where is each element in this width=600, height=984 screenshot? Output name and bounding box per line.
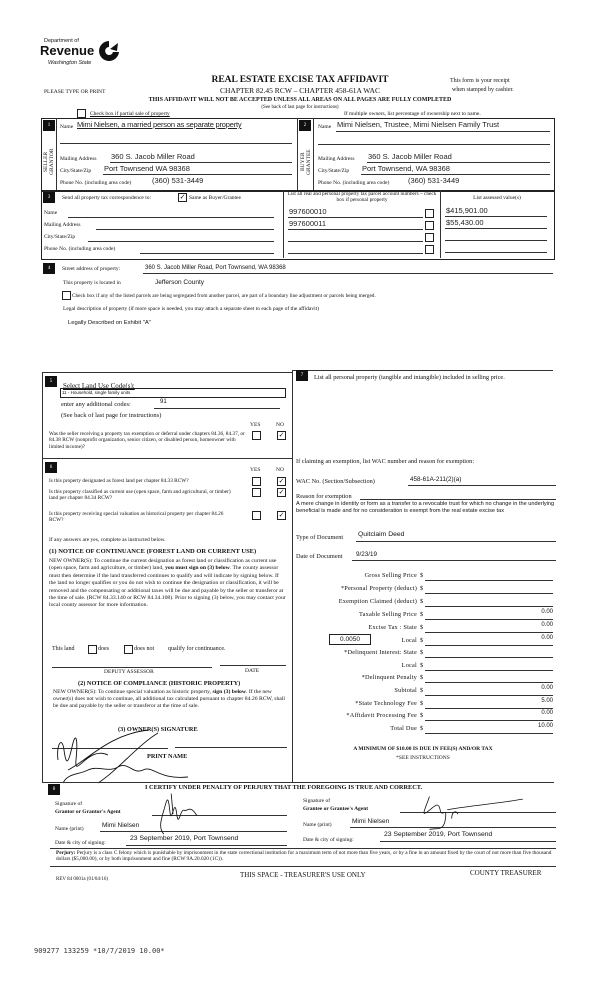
street-label: Street address of property: bbox=[62, 266, 121, 272]
grantee-date-field[interactable]: 23 September 2019, Port Townsend bbox=[384, 831, 493, 838]
currency-sign: $ bbox=[420, 712, 424, 719]
currency-sign: $ bbox=[420, 637, 424, 644]
deputy-assessor-signature-line[interactable] bbox=[52, 667, 212, 668]
grantee-signature-scribble bbox=[395, 792, 535, 832]
notice2-bold: sign (3) below bbox=[212, 689, 246, 695]
legal-description-label: Legal description of property (if more space is needed, you may attach a separate sheet to each page of the affidavit) bbox=[63, 306, 319, 312]
parcel-number[interactable] bbox=[288, 241, 423, 242]
tax-row-value[interactable]: 0.00 bbox=[541, 635, 553, 641]
same-as-buyer-checkbox[interactable]: ✓ bbox=[179, 193, 186, 201]
tax-row-label: Subtotal bbox=[394, 687, 417, 694]
perjury-notice bbox=[56, 850, 556, 863]
see-instructions-note: *SEE INSTRUCTIONS bbox=[396, 755, 450, 761]
currency-sign: $ bbox=[420, 572, 424, 579]
wac-field[interactable]: 458-61A-211(2)(a) bbox=[410, 476, 462, 483]
personal-property-checkbox[interactable] bbox=[425, 233, 434, 242]
tax-row-label: Total Due bbox=[390, 725, 417, 732]
parcel-number[interactable]: 997600011 bbox=[289, 219, 326, 228]
doc-date-field[interactable]: 9/23/19 bbox=[356, 551, 378, 558]
notice1-bold: you must sign on (3) below bbox=[165, 565, 230, 572]
currency-sign: $ bbox=[420, 725, 424, 732]
section-number-4: 4 bbox=[43, 263, 55, 274]
section-number-3: 3 bbox=[43, 192, 55, 203]
does-not-qualify-checkbox[interactable] bbox=[124, 645, 133, 654]
type-or-print: PLEASE TYPE OR PRINT bbox=[44, 89, 106, 95]
currency-sign: $ bbox=[420, 598, 424, 605]
exemption-intro: If claiming an exemption, list WAC number and reason for exemption: bbox=[296, 458, 475, 465]
yes-header: YES bbox=[250, 467, 261, 473]
personal-property-checkbox[interactable] bbox=[425, 245, 434, 254]
current-use-question: Is this property classified as current use (open space, farm and agricultural, or timber) land per chapter 84.34 RCW? bbox=[49, 489, 231, 502]
minimum-due-note: A MINIMUM OF $10.00 IS DUE IN FEE(S) AND/OR TAX bbox=[353, 746, 493, 752]
exemption-question: Was the seller receiving a property tax exemption or deferral under chapters 84.36, 84.37, or 84.38 RCW (nonprofit organization, senior citizen, or disabled person, homeowner with limited income)? bbox=[49, 431, 245, 450]
form-title: REAL ESTATE EXCISE TAX AFFIDAVIT bbox=[211, 75, 389, 85]
forest-land-question: Is this property designated as forest land per chapter 84.33 RCW? bbox=[49, 478, 189, 484]
assessed-value[interactable] bbox=[445, 252, 547, 253]
land-use-see-back: (See back of last page for instructions) bbox=[61, 412, 162, 419]
grantee-name-label: Name (print) bbox=[303, 822, 332, 828]
doc-type-label: Type of Document bbox=[296, 534, 344, 541]
segregated-checkbox[interactable] bbox=[62, 291, 71, 300]
partial-sale-label: Check box if partial sale of property bbox=[90, 111, 170, 117]
partial-sale-checkbox[interactable] bbox=[77, 109, 86, 118]
receipt-note-1: This form is your receipt bbox=[450, 78, 510, 84]
tax-row-label: Local bbox=[401, 662, 417, 669]
owner-signature-label: (3) OWNER(S) SIGNATURE bbox=[118, 726, 198, 733]
section-number-8: 8 bbox=[48, 784, 60, 795]
tax-row-value[interactable]: 0.00 bbox=[541, 622, 553, 628]
local-rate-box[interactable] bbox=[329, 634, 371, 645]
tax-row-label: Gross Selling Price bbox=[364, 572, 417, 579]
certify-statement: I CERTIFY UNDER PENALTY OF PERJURY THAT THE FOREGOING IS TRUE AND CORRECT. bbox=[145, 784, 423, 791]
notice-continuance-title: (1) NOTICE OF CONTINUANCE (FOREST LAND OR CURRENT USE) bbox=[49, 548, 257, 555]
buyer-address-label: Mailing Address bbox=[318, 156, 355, 162]
reason-label: Reason for exemption bbox=[296, 493, 352, 500]
form-revision: REV 84 0001a (01/04/16) bbox=[56, 877, 108, 882]
section-number-6: 6 bbox=[45, 462, 57, 473]
currency-sign: $ bbox=[420, 662, 424, 669]
if-yes-note: If any answers are yes, complete as instructed below. bbox=[49, 537, 166, 543]
buyer-address-field[interactable]: 360 S. Jacob Miller Road bbox=[368, 152, 452, 161]
currency-sign: $ bbox=[420, 624, 424, 631]
assessed-value-header: List assessed value(s) bbox=[473, 195, 521, 201]
seller-phone-field[interactable]: (360) 531-3449 bbox=[152, 176, 204, 185]
tax-row-label: Local bbox=[401, 637, 417, 644]
buyer-city-field[interactable]: Port Townsend, WA 98368 bbox=[362, 164, 450, 173]
tax-row-value[interactable]: 5.00 bbox=[541, 698, 553, 704]
seller-address-label: Mailing Address bbox=[60, 156, 97, 162]
doc-date-label: Date of Document bbox=[296, 553, 343, 560]
tax-row-label: Exemption Claimed (deduct) bbox=[338, 598, 417, 605]
seller-phone-label: Phone No. (including area code) bbox=[60, 180, 132, 186]
assessor-date-label: DATE bbox=[245, 668, 260, 674]
corr-phone-field[interactable] bbox=[140, 253, 274, 254]
grantee-sig-label-2: Grantee or Grantee's Agent bbox=[303, 806, 369, 812]
completion-warning: THIS AFFIDAVIT WILL NOT BE ACCEPTED UNLESS ALL AREAS ON ALL PAGES ARE FULLY COMPLETED bbox=[148, 97, 452, 103]
seller-city-field[interactable]: Port Townsend WA 98368 bbox=[104, 164, 190, 173]
form-chapter: CHAPTER 82.45 RCW – CHAPTER 458-61A WAC bbox=[220, 86, 380, 95]
parcel-header: List all real and personal property tax parcel account numbers – check box if personal property bbox=[287, 191, 437, 204]
historic-question: Is this property receiving special valuation as historical property per chapter 84.26 RCW? bbox=[49, 511, 224, 524]
grantee-name-field[interactable]: Mimi Nielsen bbox=[352, 818, 390, 825]
section-number-7: 7 bbox=[296, 370, 308, 381]
currency-sign: $ bbox=[420, 687, 424, 694]
buyer-city-label: City/State/Zip bbox=[318, 168, 350, 174]
segregated-label: Check box if any of the listed parcels are being segregated from another parcel, are part of a boundary line adjustment or parcels being merged. bbox=[72, 293, 376, 299]
tax-row-label: *Personal Property (deduct) bbox=[340, 585, 417, 592]
does-qualify-checkbox[interactable] bbox=[88, 645, 97, 654]
currency-sign: $ bbox=[420, 611, 424, 618]
notice2-text-b: . If the new owner(s) does not wish to continue, all additional tax calculated pursuant to chapter 84.26 RCW, shall be due and payable by the seller or transferor at the time of sale. bbox=[53, 689, 285, 709]
corr-city-label: City/State/Zip bbox=[44, 234, 76, 240]
county-field[interactable]: Jefferson County bbox=[155, 279, 205, 286]
legal-description-field[interactable]: Legally Described on Exhibit "A" bbox=[68, 320, 151, 326]
assessed-value[interactable]: $415,901.00 bbox=[446, 206, 488, 215]
section-number-5: 5 bbox=[45, 376, 57, 387]
historic-yes-checkbox[interactable] bbox=[252, 511, 261, 520]
currency-sign: $ bbox=[420, 674, 424, 681]
tax-row-label: *Affidavit Processing Fee bbox=[346, 712, 417, 719]
qualify-label: qualify for continuance. bbox=[168, 646, 226, 652]
currency-sign: $ bbox=[420, 649, 424, 656]
additional-codes-label: enter any additional codes: bbox=[61, 401, 131, 408]
buyer-phone-field[interactable]: (360) 531-3449 bbox=[408, 176, 460, 185]
no-header: NO bbox=[276, 422, 284, 428]
currency-sign: $ bbox=[420, 585, 424, 592]
corr-name-label: Name bbox=[44, 210, 58, 216]
seller-city-label: City/State/Zip bbox=[60, 168, 92, 174]
no-header: NO bbox=[276, 467, 284, 473]
county-treasurer: COUNTY TREASURER bbox=[470, 869, 542, 877]
corr-address-label: Mailing Address bbox=[44, 222, 81, 228]
wac-label: WAC No. (Section/Subsection) bbox=[296, 478, 375, 485]
owner-signature-scribble bbox=[48, 725, 198, 785]
section-number-1: 1 bbox=[43, 120, 55, 131]
exemption-no-checkbox[interactable]: ✓ bbox=[278, 431, 285, 439]
land-use-select[interactable] bbox=[60, 388, 286, 398]
tax-row-value[interactable]: 0.00 bbox=[541, 685, 553, 691]
current-use-yes-checkbox[interactable] bbox=[252, 488, 261, 497]
historic-no-checkbox[interactable]: ✓ bbox=[278, 511, 285, 519]
reason-field[interactable]: A mere change in identity or form as a transfer to a revocable trust for which no change in the underlying beneficial is made and for no consideration is exempt from the real estate excise tax bbox=[296, 501, 555, 514]
receipt-note-2: when stamped by cashier. bbox=[452, 87, 514, 93]
print-name-label: PRINT NAME bbox=[147, 753, 188, 760]
tax-row-label: Taxable Selling Price bbox=[359, 611, 417, 618]
street-address-field[interactable]: 360 S. Jacob Miller Road, Port Townsend, WA 98368 bbox=[145, 265, 286, 271]
correspondence-label: Send all property tax correspondence to: bbox=[62, 195, 152, 201]
grantee-date-label: Date & city of signing: bbox=[303, 837, 354, 843]
grantor-sig-label-1: Signature of bbox=[55, 801, 83, 807]
tax-row-label: *Delinquent Penalty bbox=[361, 674, 417, 681]
tax-row-label: *State Technology Fee bbox=[355, 700, 417, 707]
assessed-value[interactable] bbox=[445, 240, 547, 241]
located-label: This property is located in bbox=[63, 280, 121, 286]
grantor-date-label: Date & city of signing: bbox=[55, 840, 106, 846]
buyer-name-label: Name bbox=[318, 124, 332, 130]
corr-address-field[interactable] bbox=[96, 229, 274, 230]
land-use-label: Select Land Use Code(s): bbox=[63, 382, 135, 390]
seller-side-label: SELLER GRANTOR bbox=[43, 148, 55, 176]
buyer-side-label: BUYER GRANTEE bbox=[300, 149, 312, 175]
seller-name-field[interactable]: Mimi Nielsen, a married person as separate property bbox=[77, 120, 242, 129]
notice1-text-a: NEW OWNER(S): To continue the current designation as forest land or classification as current use (open space, farm and agriculture, or timber) land, bbox=[49, 558, 277, 572]
cashier-stamp: 909277 133259 *10/7/2019 10.00* bbox=[34, 947, 165, 955]
yes-header: YES bbox=[250, 422, 261, 428]
land-use-selected: 11 - Household, single family units bbox=[62, 390, 131, 395]
grantor-date-field[interactable]: 23 September 2019, Port Townsend bbox=[130, 835, 239, 842]
corr-name-field[interactable] bbox=[68, 217, 274, 218]
notice-compliance-title: (2) NOTICE OF COMPLIANCE (HISTORIC PROPERTY) bbox=[78, 680, 241, 687]
seller-address-field[interactable]: 360 S. Jacob Miller Road bbox=[111, 152, 195, 161]
does-not-label: does not bbox=[134, 646, 155, 652]
parcel-number[interactable]: 997600010 bbox=[289, 207, 327, 216]
corr-phone-label: Phone No. (including area code) bbox=[44, 246, 116, 252]
perjury-bold: Perjury: bbox=[56, 850, 76, 856]
grantee-sig-label-1: Signature of bbox=[303, 798, 331, 804]
this-land-label: This land bbox=[52, 646, 75, 652]
personal-property-label: List all personal property (tangible and intangible) included in selling price. bbox=[314, 374, 505, 381]
section-number-2: 2 bbox=[299, 120, 311, 131]
exemption-yes-checkbox[interactable] bbox=[252, 431, 261, 440]
notice1-text-b: . The county assessor must then determine if the land transferred continues to qualify and will indicate by signing below. If the land no longer qualifies or you do not wish to continue the designation or classification, it will be removed and the compensating or additional taxes will be due and payable by the seller or transferor at the time of sale. (RCW 84.33.140 or RCW 84.34.108). Prior to signing (3) below, you may contact your local county assessor for more information. bbox=[49, 565, 286, 609]
deputy-assessor-label: DEPUTY ASSESSOR bbox=[104, 669, 154, 675]
logo-line2: Revenue bbox=[40, 43, 95, 58]
tax-row-label: Excise Tax : State bbox=[368, 624, 417, 631]
notice2-text-a: NEW OWNER(S): To continue special valuation as historic property, bbox=[53, 689, 213, 695]
personal-property-checkbox[interactable] bbox=[425, 209, 434, 218]
buyer-phone-label: Phone No. (including area code) bbox=[318, 180, 390, 186]
logo-line3: Washington State bbox=[48, 60, 92, 66]
see-back-note: (See back of last page for instructions) bbox=[261, 105, 339, 110]
current-use-no-checkbox[interactable]: ✓ bbox=[278, 488, 285, 496]
personal-property-checkbox[interactable] bbox=[425, 221, 434, 230]
assessed-value[interactable]: $55,430.00 bbox=[446, 218, 484, 227]
treasurer-space: THIS SPACE - TREASURER'S USE ONLY bbox=[240, 871, 366, 879]
dor-swirl-icon bbox=[98, 40, 120, 62]
local-rate: 0.0050 bbox=[340, 636, 360, 643]
doc-type-field[interactable]: Quitclaim Deed bbox=[358, 531, 405, 538]
grantor-signature-scribble bbox=[150, 790, 220, 836]
seller-name-label: Name bbox=[60, 124, 74, 130]
buyer-name-field[interactable]: Mimi Nielsen, Trustee, Mimi Nielsen Family Trust bbox=[337, 120, 500, 129]
parcel-number[interactable] bbox=[288, 253, 423, 254]
currency-sign: $ bbox=[420, 700, 424, 707]
notice-continuance-text bbox=[49, 558, 287, 610]
additional-codes-field[interactable]: 91 bbox=[160, 399, 167, 405]
multiple-owners-note: If multiple owners, list percentage of ownership next to name. bbox=[344, 111, 481, 117]
same-as-buyer-label: Same as Buyer/Grantee bbox=[189, 195, 241, 201]
grantor-name-label: Name (print) bbox=[55, 826, 84, 832]
forest-yes-checkbox[interactable] bbox=[252, 477, 261, 486]
notice-compliance-text bbox=[53, 689, 289, 710]
tax-row-value[interactable]: 0.00 bbox=[541, 609, 553, 615]
corr-city-field[interactable] bbox=[88, 241, 274, 242]
tax-row-label: *Delinquent Interest: State bbox=[344, 649, 417, 656]
tax-row-value[interactable]: 0.00 bbox=[541, 710, 553, 716]
forest-no-checkbox[interactable]: ✓ bbox=[278, 477, 285, 485]
logo-line1: Department of bbox=[44, 38, 79, 44]
grantor-sig-label-2: Grantor or Grantor's Agent bbox=[55, 809, 121, 815]
perjury-text: Perjury is a class C felony which is punishable by imprisonment in the state correctional institution for a maximum term of not more than five years, or by a fine in an amount fixed by the court of not more than five thousand dollars ($5,000.00), or by both imprisonment and fine (RCW 9A.20.020 (1C)). bbox=[56, 850, 552, 863]
grantor-name-field[interactable]: Mimi Nielsen bbox=[102, 822, 140, 829]
does-label: does bbox=[98, 646, 109, 652]
assessor-date-line[interactable] bbox=[220, 665, 286, 666]
tax-row-value[interactable]: 10.00 bbox=[537, 723, 553, 729]
